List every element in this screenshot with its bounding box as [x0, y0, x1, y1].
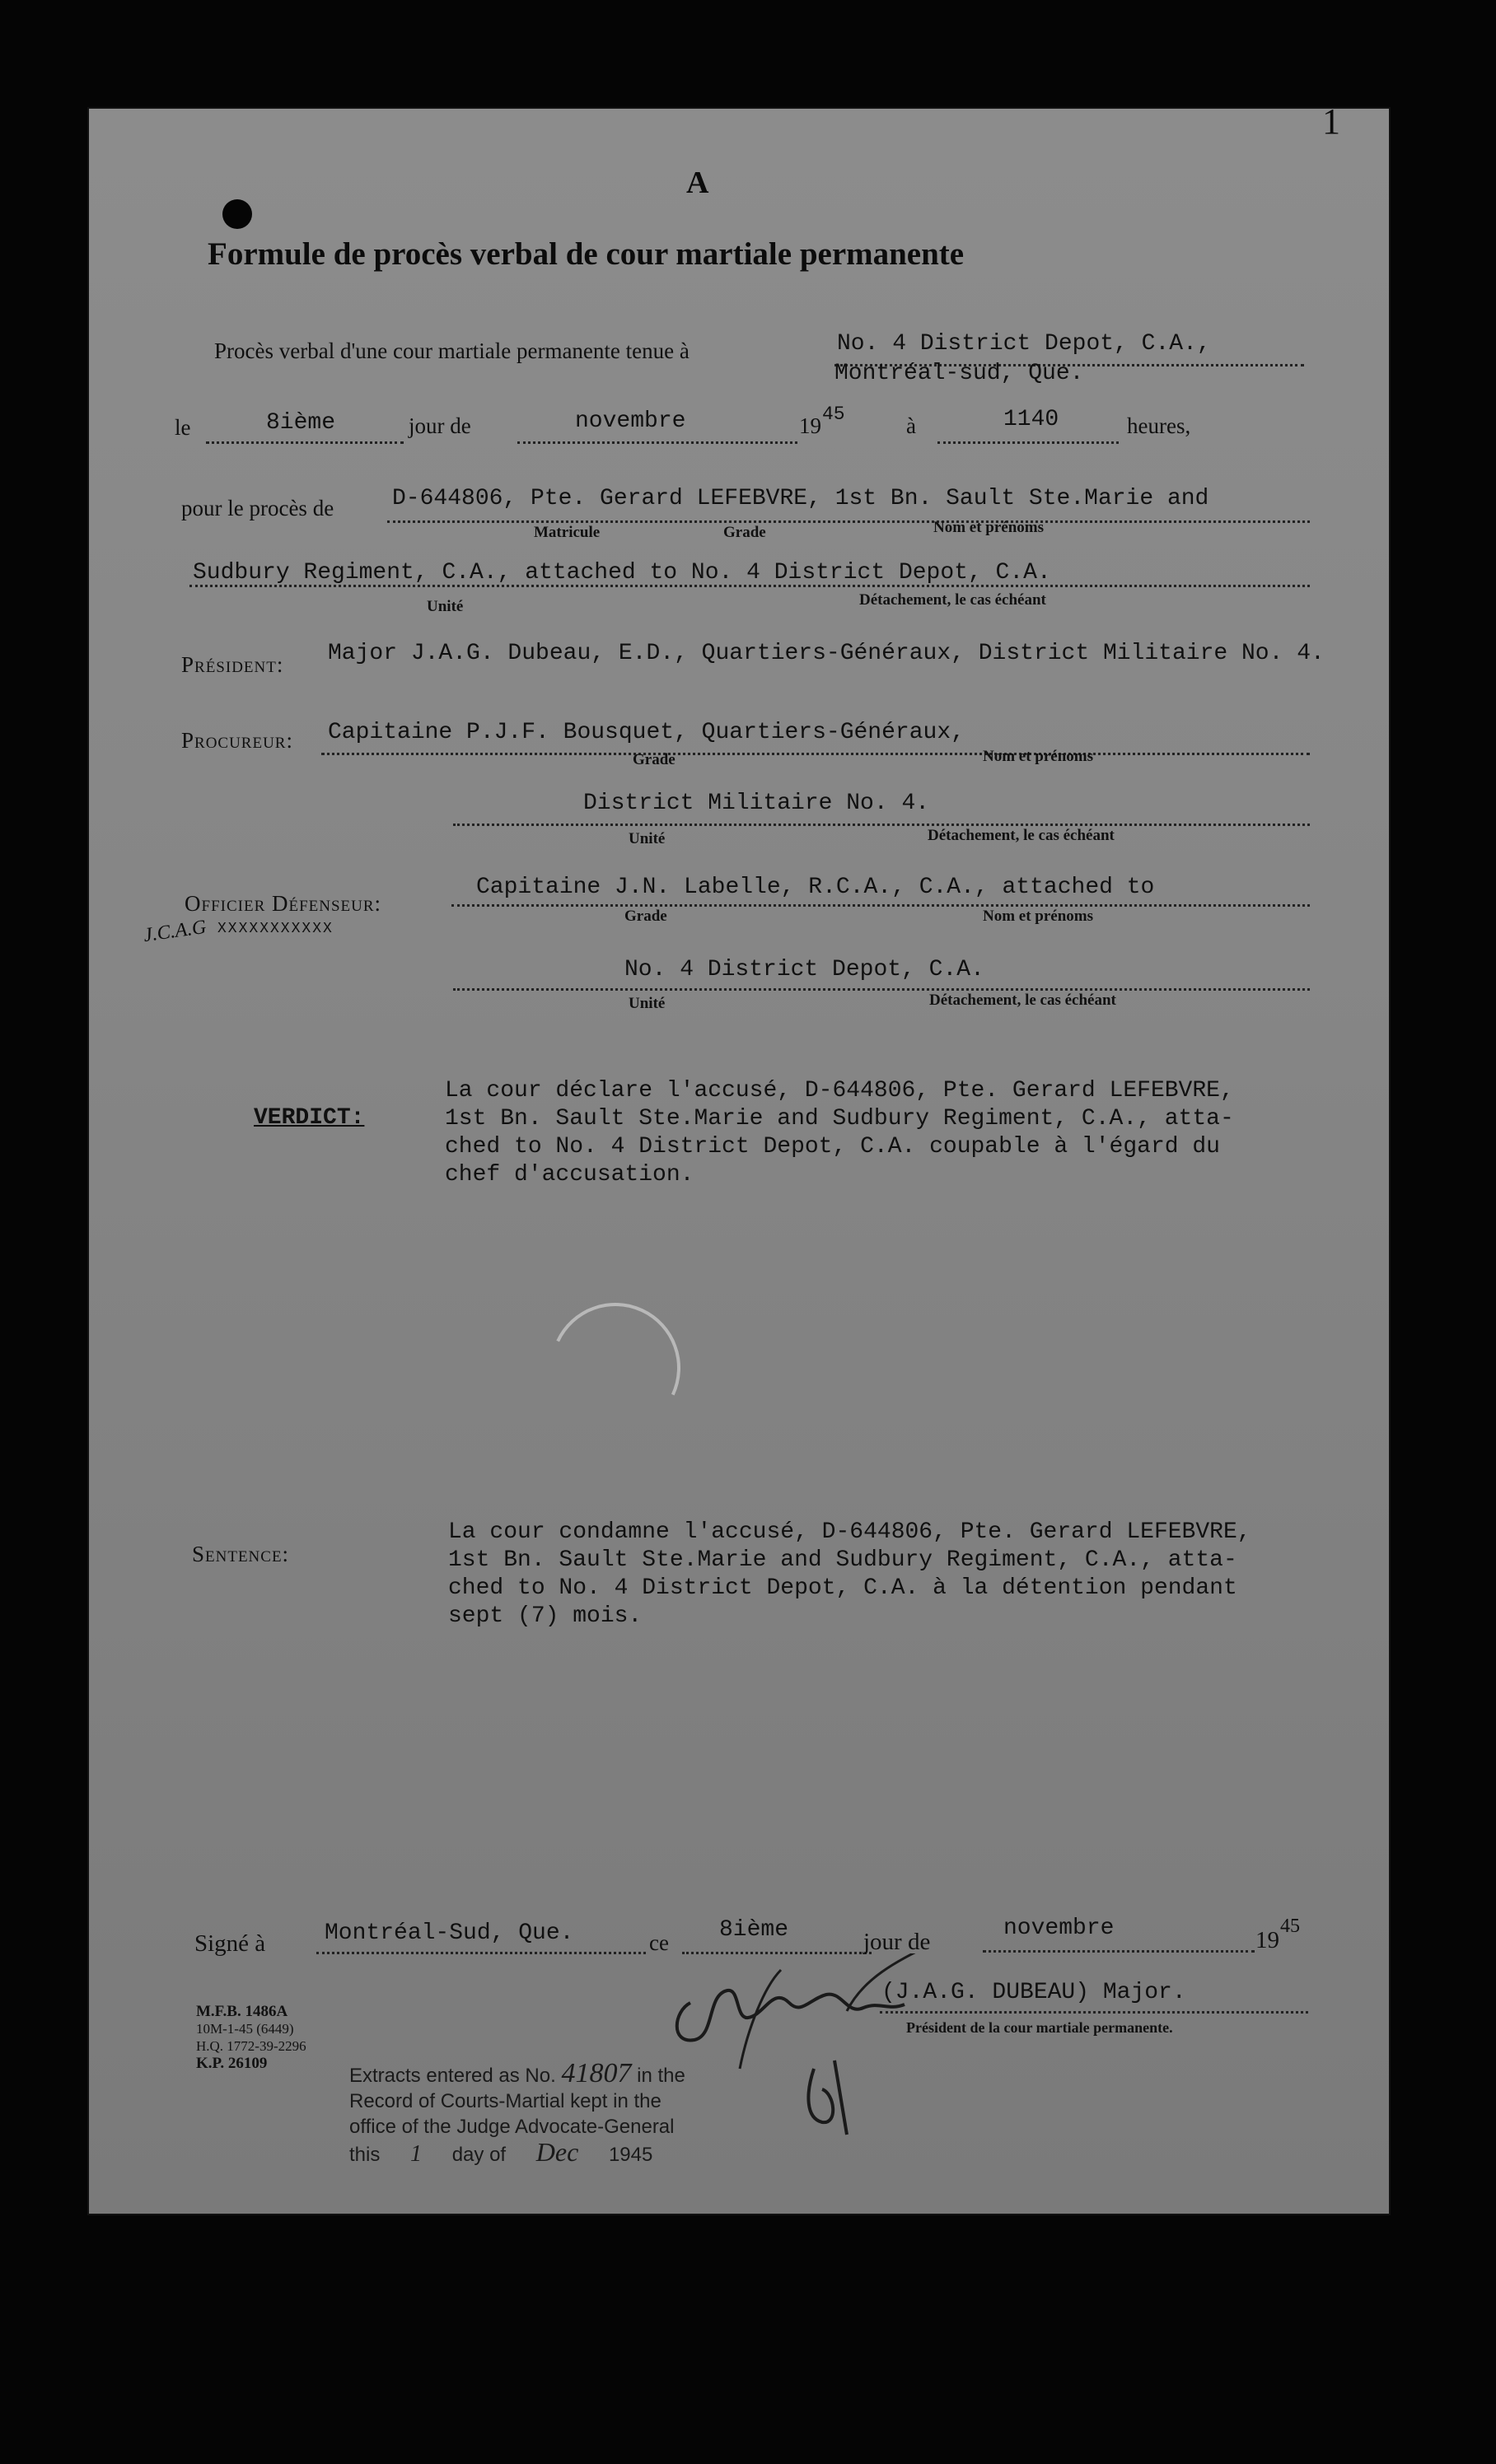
signature-jour-label: jour de	[863, 1929, 931, 1955]
defenseur-struck-text: XXXXXXXXXXX	[217, 921, 334, 937]
sentence-line: ched to No. 4 District Depot, C.A. à la détention pendant	[448, 1575, 1237, 1601]
handwritten-signature	[657, 1953, 929, 2077]
verdict-text	[445, 1077, 1234, 1189]
accused-line1: D-644806, Pte. Gerard LEFEBVRE, 1st Bn. Sault Ste.Marie and	[392, 486, 1209, 511]
defenseur-caption-grade: Grade	[624, 908, 667, 925]
sentence-label: Sentence:	[192, 1542, 290, 1566]
form-code: K.P. 26109	[196, 2055, 268, 2072]
defenseur-caption-nom: Nom et prénoms	[983, 908, 1094, 925]
procureur-caption-grade: Grade	[633, 751, 676, 768]
verdict-line: chef d'accusation.	[445, 1162, 694, 1188]
accused-line2: Sudbury Regiment, C.A., attached to No. 4 District Depot, C.A.	[193, 560, 1051, 586]
stamp-suffix: in the	[637, 2065, 685, 2087]
procureur-line2: District Militaire No. 4.	[583, 791, 930, 816]
stamp-number: 41807	[561, 2058, 632, 2088]
stamp-month: Dec	[535, 2137, 579, 2167]
initials-mark	[797, 2052, 863, 2143]
caption-grade: Grade	[723, 524, 766, 541]
form-code: M.F.B. 1486A	[196, 2003, 288, 2020]
form-code: H.Q. 1772-39-2296	[196, 2038, 306, 2054]
sentence-line: 1st Bn. Sault Ste.Marie and Sudbury Regiment, C.A., atta-	[448, 1547, 1237, 1573]
form-title: Formule de procès verbal de cour martiale permanente	[208, 236, 965, 272]
stamp-prefix: Extracts entered as No.	[349, 2065, 556, 2087]
defenseur-caption-detachement: Détachement, le cas échéant	[929, 992, 1116, 1009]
defenseur-line2: No. 4 District Depot, C.A.	[624, 957, 984, 982]
date-time: 1140	[1003, 407, 1059, 432]
sentence-text	[448, 1519, 1251, 1631]
sentence-line: La cour condamne l'accusé, D-644806, Pte. Gerard LEFEBVRE,	[448, 1519, 1251, 1545]
signe-label: Signé à	[194, 1930, 266, 1957]
date-heures-label: heures,	[1127, 413, 1191, 438]
sentence-line: sept (7) mois.	[448, 1603, 643, 1629]
procureur-caption-detachement: Détachement, le cas échéant	[928, 827, 1115, 844]
date-year-prefix: 19	[799, 413, 821, 438]
date-year-suffix: 45	[822, 404, 845, 425]
signature-month: novembre	[1003, 1916, 1115, 1941]
stamp-line3: office of the Judge Advocate-General	[349, 2116, 675, 2138]
defenseur-line1: Capitaine J.N. Labelle, R.C.A., C.A., attached to	[476, 875, 1155, 900]
stamp-ring-mark	[532, 1285, 699, 1452]
document-page	[89, 101, 1389, 2214]
verdict-label: VERDICT:	[254, 1105, 365, 1131]
stamp-line2: Record of Courts-Martial kept in the	[349, 2090, 662, 2112]
accused-label: pour le procès de	[181, 496, 334, 520]
caption-matricule: Matricule	[534, 524, 601, 541]
stamp-day: 1	[410, 2141, 423, 2167]
signature-place: Montréal-Sud, Que.	[325, 1920, 574, 1946]
form-codes	[196, 2003, 306, 2072]
caption-nom: Nom et prénoms	[933, 519, 1045, 536]
procureur-caption-nom: Nom et prénoms	[983, 748, 1094, 765]
date-day: 8ième	[266, 410, 336, 436]
location-line1: No. 4 District Depot, C.A.,	[837, 331, 1211, 357]
stamp-this: this	[349, 2144, 381, 2166]
signature-year-suffix: 45	[1280, 1916, 1300, 1937]
punch-hole	[222, 199, 252, 229]
verdict-line: ched to No. 4 District Depot, C.A. coupable à l'égard du	[445, 1134, 1220, 1160]
date-a-label: à	[906, 413, 916, 438]
verdict-line: La cour déclare l'accusé, D-644806, Pte. Gerard LEFEBVRE,	[445, 1078, 1234, 1104]
signature-day: 8ième	[719, 1917, 789, 1943]
procureur-line1: Capitaine P.J.F. Bousquet, Quartiers-Généraux,	[328, 720, 965, 745]
signature-name: (J.A.G. DUBEAU) Major.	[881, 1980, 1186, 2005]
intro-label: Procès verbal d'une cour martiale permanente tenue à	[214, 338, 690, 363]
caption-unite: Unité	[427, 598, 464, 615]
jag-stamp	[349, 2060, 685, 2168]
verdict-line: 1st Bn. Sault Ste.Marie and Sudbury Regiment, C.A., atta-	[445, 1106, 1234, 1132]
defenseur-caption-unite: Unité	[629, 995, 666, 1012]
signature-year-prefix: 19	[1255, 1927, 1279, 1953]
form-code: 10M-1-45 (6449)	[196, 2021, 294, 2037]
stamp-year: 1945	[608, 2144, 653, 2166]
caption-detachement: Détachement, le cas échéant	[859, 591, 1046, 609]
president-label: Président:	[181, 652, 284, 677]
form-letter: A	[686, 166, 709, 200]
procureur-label: Procureur:	[181, 728, 293, 753]
president-value: Major J.A.G. Dubeau, E.D., Quartiers-Généraux, District Militaire No. 4.	[328, 641, 1325, 666]
defenseur-handwritten-note: J.C.A.G	[142, 916, 208, 947]
date-jour-label: jour de	[409, 413, 471, 438]
signature-ce-label: ce	[649, 1930, 669, 1955]
procureur-caption-unite: Unité	[629, 830, 666, 847]
date-le-label: le	[175, 415, 191, 440]
stamp-day-of: day of	[451, 2144, 507, 2166]
defenseur-label: Officier Défenseur:	[185, 891, 382, 916]
page-number: 1	[1322, 101, 1340, 142]
location-line2: Montréal-sud, Que.	[834, 361, 1084, 386]
date-month: novembre	[575, 408, 686, 434]
signature-caption: Président de la cour martiale permanente.	[906, 2019, 1173, 2036]
